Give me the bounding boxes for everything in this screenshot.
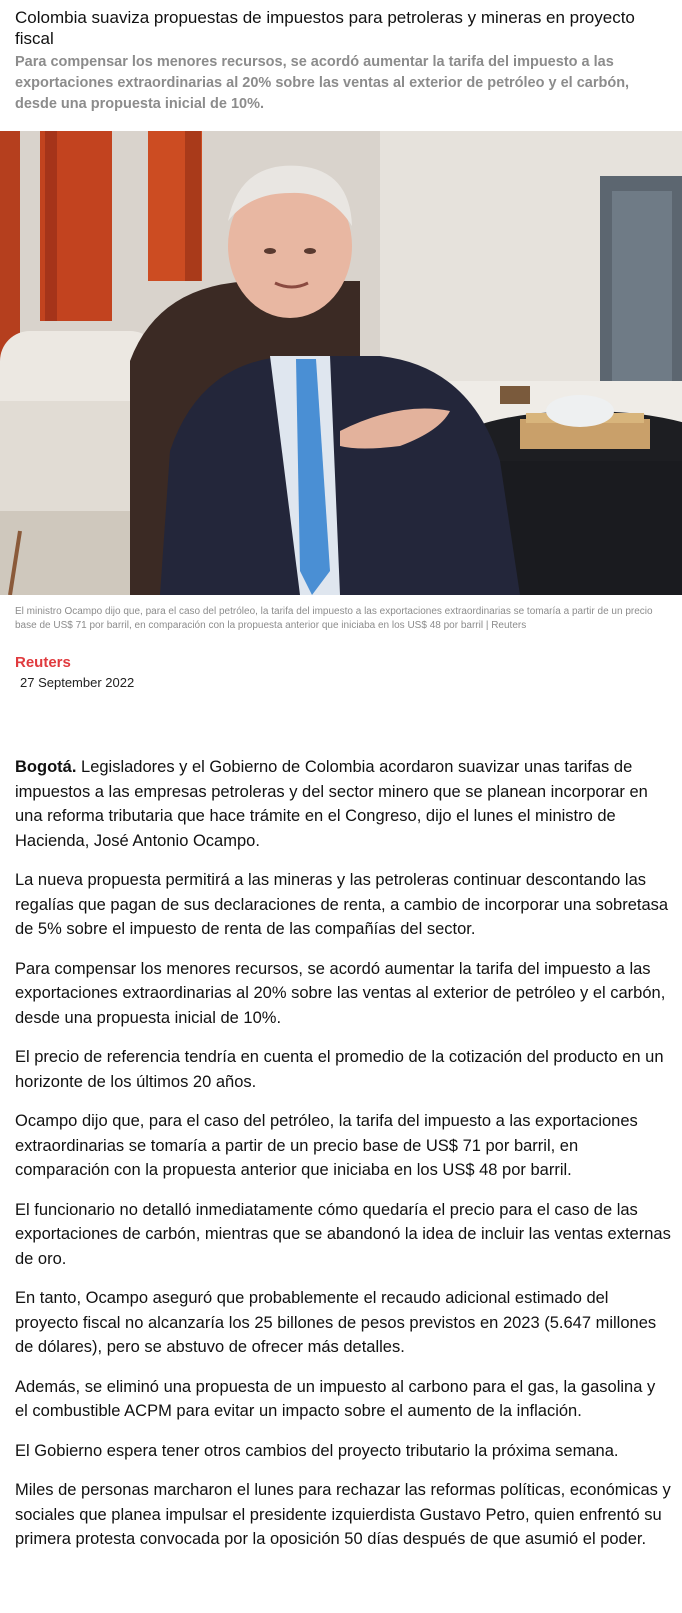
paragraph: Ocampo dijo que, para el caso del petróleo, la tarifa del impuesto a las exportaciones extraordinarias se tomaría a partir de un precio base de US$ 71 por barril, en comparación con la propuesta anterior que iniciaba en los US$ 48 por barril.: [15, 1112, 638, 1179]
paragraph: El funcionario no detalló inmediatamente cómo quedaría el precio para el caso de las exportaciones de carbón, mientras que se abandonó la idea de incluir las ventas externas de oro.: [15, 1200, 671, 1268]
article-summary: Para compensar los menores recursos, se acordó aumentar la tarifa del impuesto a las exportaciones extraordinarias al 20% sobre las ventas al exterior de petróleo y el carbón, desde una propuesta inicial de 10%.: [15, 54, 630, 112]
paragraph: Miles de personas marcharon el lunes para rechazar las reformas políticas, económicas y sociales que planea impulsar el presidente izquierdista Gustavo Petro, quien enfrentó su primera protesta convocada por la oposición 50 días después de que asumió el poder.: [15, 1481, 671, 1548]
article-body: [15, 755, 671, 1567]
publish-date: 27 September 2022: [20, 675, 135, 690]
dateline: Bogotá.: [15, 758, 77, 776]
paragraph: La nueva propuesta permitirá a las mineras y las petroleras continuar descontando las regalías que pagan de sus declaraciones de renta, a cambio de incorporar una sobretasa de 5% sobre el impuesto de renta de las compañías del sector.: [15, 871, 669, 938]
paragraph: En tanto, Ocampo aseguró que probablemente el recaudo adicional estimado del proyecto fiscal no alcanzaría los 25 billones de pesos previstos en 2023 (5.647 millones de dólares), pero se abstuvo de ofrecer más detalles.: [15, 1289, 657, 1356]
paragraph: El precio de referencia tendría en cuenta el promedio de la cotización del producto en un horizonte de los últimos 20 años.: [15, 1048, 664, 1091]
paragraph-text: Legisladores y el Gobierno de Colombia acordaron suavizar unas tarifas de impuestos a las empresas petroleras y del sector minero que se planean incorporar en una reforma tributaria que hace trámite en el Congreso, dijo el lunes el ministro de Hacienda, José Antonio Ocampo.: [15, 758, 648, 850]
paragraph: [15, 755, 671, 853]
paragraph: Para compensar los menores recursos, se acordó aumentar la tarifa del impuesto a las exportaciones extraordinarias al 20% sobre las ventas al exterior de petróleo y el carbón, desde una propuesta inicial de 10%.: [15, 959, 666, 1027]
paragraph: El Gobierno espera tener otros cambios del proyecto tributario la próxima semana.: [15, 1441, 619, 1460]
photo-caption: El ministro Ocampo dijo que, para el caso del petróleo, la tarifa del impuesto a las exportaciones extraordinarias se tomaría a partir de un precio base de US$ 71 por barril, en comparación con la propuesta anterior que iniciaba en los US$ 48 por barril | Reuters: [15, 606, 653, 631]
source-label[interactable]: Reuters: [15, 654, 71, 671]
paragraph: Además, se eliminó una propuesta de un impuesto al carbono para el gas, la gasolina y el combustible ACPM para evitar un impacto sobre el aumento de la inflación.: [15, 1377, 656, 1420]
article-photo: [0, 131, 682, 595]
article-headline: Colombia suaviza propuestas de impuestos para petroleras y mineras en proyecto fiscal: [15, 8, 635, 48]
